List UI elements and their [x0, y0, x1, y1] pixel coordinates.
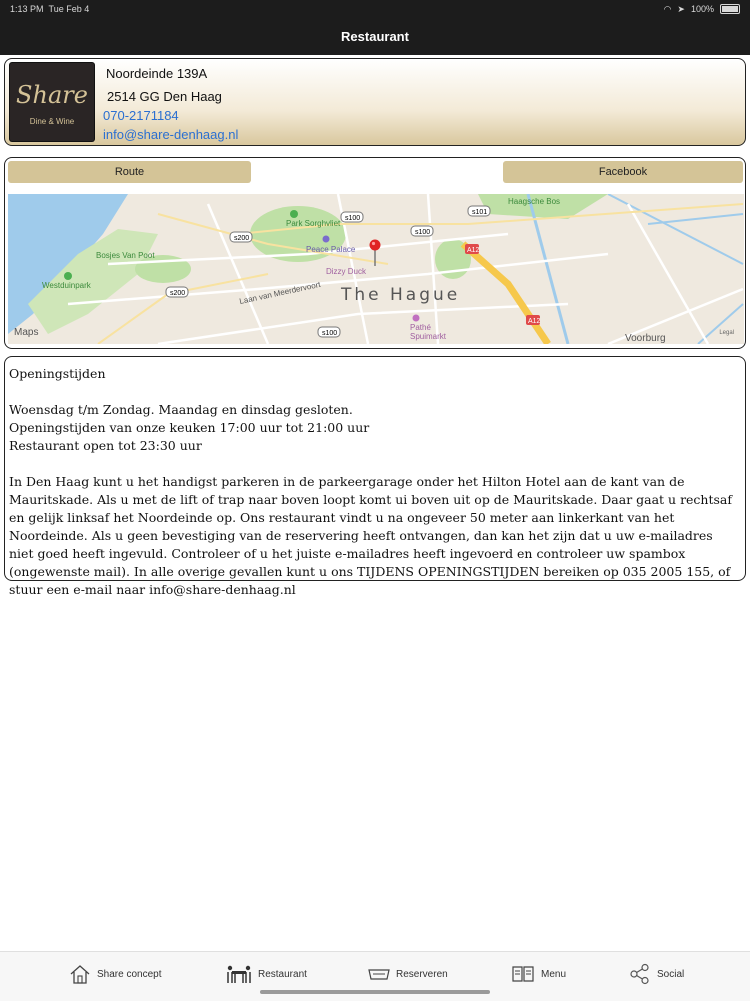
svg-text:A12: A12: [467, 247, 480, 254]
tab-social[interactable]: [629, 961, 684, 987]
svg-text:Laan van Meerdervoort: Laan van Meerdervoort: [238, 279, 322, 306]
nav-title: Restaurant: [0, 18, 750, 55]
opening-hours-card: [4, 356, 746, 597]
route-button[interactable]: Route: [8, 161, 251, 183]
svg-text:A12: A12: [528, 318, 541, 325]
svg-text:Peace Palace: Peace Palace: [306, 245, 356, 254]
svg-text:s200: s200: [234, 235, 250, 242]
house-icon: [69, 963, 91, 985]
tab-label: Reserveren: [396, 968, 448, 980]
wifi-icon: ◠: [663, 4, 672, 14]
status-icons: [664, 0, 740, 18]
svg-text:Dizzy Duck: Dizzy Duck: [326, 267, 367, 276]
svg-text:s100: s100: [322, 330, 338, 337]
restaurant-header-card: [4, 58, 746, 146]
tab-restaurant[interactable]: [226, 961, 307, 987]
ticket-icon: [368, 965, 390, 983]
tab-share-concept[interactable]: [69, 961, 162, 987]
phone-link[interactable]: 070-2171184: [103, 108, 179, 123]
tab-label: Restaurant: [258, 968, 307, 980]
tab-label: Social: [657, 968, 685, 980]
parking-info: In Den Haag kunt u het handigst parkeren in de parkeergarage onder het Hilton Hotel aan de kant van de Mauritskade. Als u met de lift of trap naar boven loopt komt ui boven uit op de Mauritskade. Daar gaat u rechtsaf en gelijk linksaf het Noordeinde op. Ons restaurant vindt u na ongeveer 50 meter aan linkerkant van het Noordeinde. Als u geen bevestiging van de reservering heeft ontvangen, dan kan het zijn dat u uw e-mailadres niet goed heeft ingevuld. Controleer of u het juiste e-mailadres heeft ingevoerd en controleer uw spambox (ongewenste mail). In alle overige gevallen kunt u ons TIJDENS OPENINGSTIJDEN bereiken op 035 2005 155, of stuur een e-mail naar info@share-denhaag.nl: [9, 474, 733, 597]
opening-hours-line-3: Restaurant open tot 23:30 uur: [9, 438, 202, 453]
email-link[interactable]: info@share-denhaag.nl: [103, 127, 239, 142]
tab-reserveren[interactable]: [368, 961, 448, 987]
map-graphic: [8, 194, 744, 344]
map-legal-link[interactable]: Legal: [719, 330, 734, 336]
svg-text:Haagsche Bos: Haagsche Bos: [508, 197, 561, 206]
status-time-date: 1:13 PM Tue Feb 4: [10, 4, 90, 14]
svg-text:s101: s101: [472, 209, 488, 216]
battery-icon: [720, 4, 740, 14]
home-indicator[interactable]: [260, 990, 490, 994]
location-icon: ➤: [677, 4, 685, 14]
tab-label: Menu: [541, 968, 567, 980]
svg-text:Bosjes Van Poot: Bosjes Van Poot: [96, 251, 155, 260]
tab-label: Share concept: [97, 968, 162, 980]
open-book-icon: [511, 964, 535, 984]
tab-menu[interactable]: [511, 961, 566, 987]
dining-table-icon: [226, 963, 252, 985]
map-city-label: The Hague: [341, 285, 461, 305]
opening-hours-heading: Openingstijden: [9, 366, 106, 381]
svg-text:s100: s100: [415, 229, 431, 236]
facebook-button[interactable]: Facebook: [503, 161, 743, 183]
maps-attribution: Maps: [14, 327, 39, 338]
address-city: 2514 GG Den Haag: [107, 89, 222, 104]
svg-text:Pathé: Pathé: [410, 323, 431, 332]
svg-text:Spuimarkt: Spuimarkt: [410, 332, 447, 341]
opening-hours-line-1: Woensdag t/m Zondag. Maandag en dinsdag gesloten.: [9, 402, 353, 417]
svg-text:Park Sorghvliet: Park Sorghvliet: [286, 219, 341, 228]
opening-hours-line-2: Openingstijden van onze keuken 17:00 uur tot 21:00 uur: [9, 420, 370, 435]
logo-subtitle: Dine & Wine: [29, 117, 75, 126]
status-bar: [0, 0, 750, 18]
share-icon: [629, 963, 651, 985]
route-map-card: [4, 157, 746, 349]
svg-text:Westduinpark: Westduinpark: [42, 281, 91, 290]
svg-text:s100: s100: [345, 215, 361, 222]
logo-text: Share: [16, 81, 88, 109]
svg-text:Voorburg: Voorburg: [625, 333, 666, 344]
map-view[interactable]: [8, 194, 744, 344]
restaurant-logo: [10, 63, 94, 141]
address-street: Noordeinde 139A: [106, 66, 208, 81]
battery-percent: 100%: [690, 4, 714, 14]
svg-text:s200: s200: [170, 290, 186, 297]
